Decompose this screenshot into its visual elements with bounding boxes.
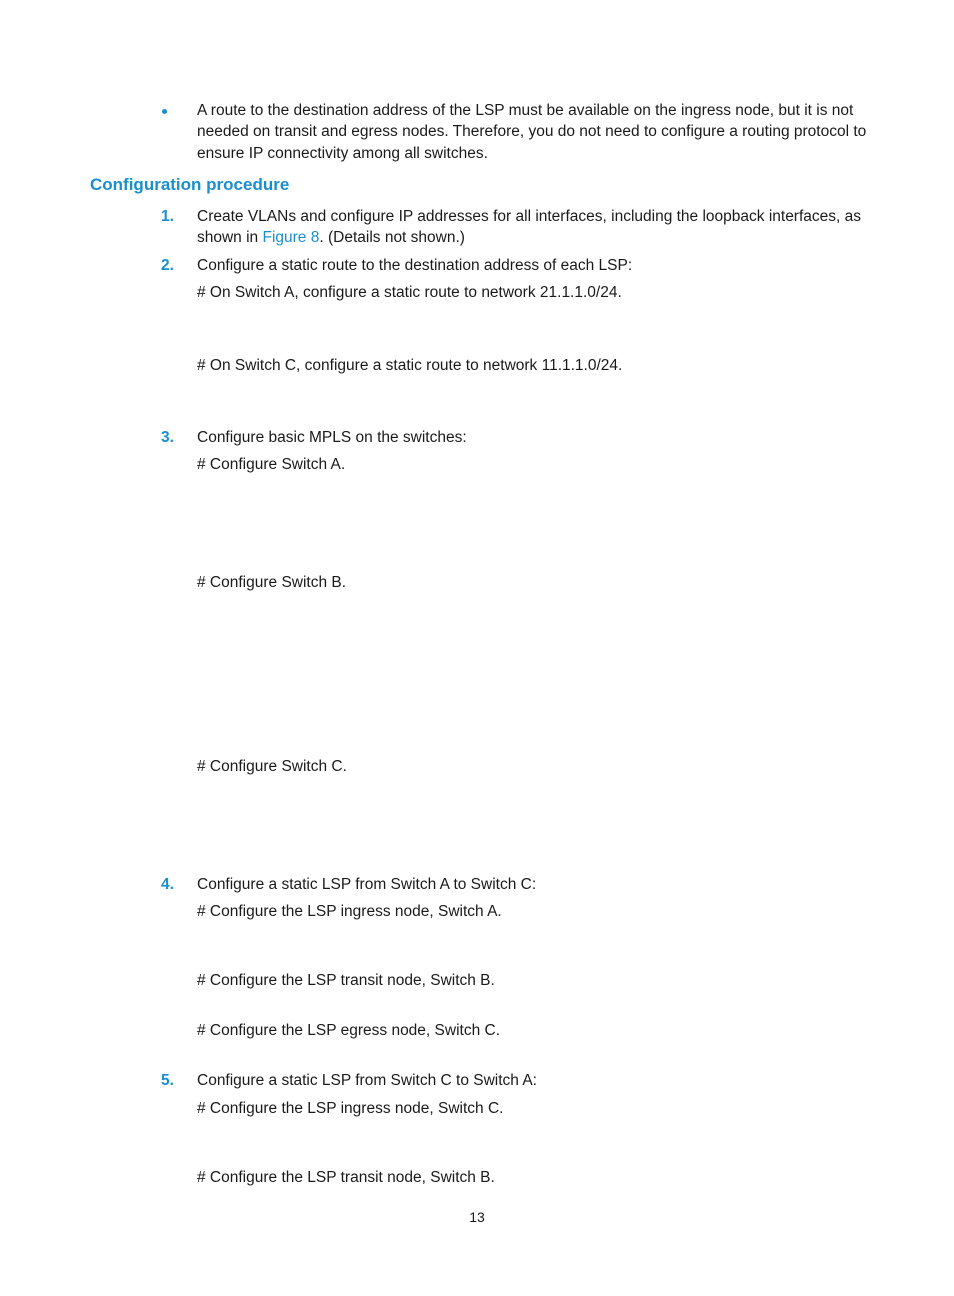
step-5-number: 5.	[161, 1072, 174, 1089]
step-1-line-2-pre: shown in	[197, 229, 263, 246]
step-2-text: Configure a static route to the destination address of each LSP:	[197, 257, 633, 274]
step-2-number: 2.	[161, 257, 174, 274]
bullet-line-3: ensure IP connectivity among all switches.	[197, 145, 488, 162]
bullet-line-2: needed on transit and egress nodes. Therefore, you do not need to configure a routing protocol to	[197, 123, 867, 140]
step-4-comment-ingress: # Configure the LSP ingress node, Switch A.	[197, 903, 502, 920]
step-1-line-1: Create VLANs and configure IP addresses for all interfaces, including the loopback interfaces, as	[197, 208, 862, 225]
step-3-comment-switch-b: # Configure Switch B.	[197, 574, 347, 591]
step-4-number: 4.	[161, 876, 174, 893]
step-5-comment-transit: # Configure the LSP transit node, Switch B.	[197, 1169, 495, 1186]
bullet-line-1: A route to the destination address of the LSP must be available on the ingress node, but it is not	[197, 102, 854, 119]
page-number: 13	[469, 1209, 485, 1225]
step-5-comment-ingress: # Configure the LSP ingress node, Switch C.	[197, 1100, 504, 1117]
step-3-comment-switch-a: # Configure Switch A.	[197, 456, 346, 473]
step-1-line-2-post: . (Details not shown.)	[319, 229, 465, 246]
bullet-icon	[162, 109, 167, 114]
step-1-number: 1.	[161, 208, 174, 225]
step-3-text: Configure basic MPLS on the switches:	[197, 429, 467, 446]
section-heading: Configuration procedure	[90, 175, 290, 194]
step-3-number: 3.	[161, 429, 174, 446]
figure-8-link[interactable]: Figure 8	[262, 229, 320, 246]
step-4-text: Configure a static LSP from Switch A to Switch C:	[197, 876, 537, 893]
step-2-comment-switch-a: # On Switch A, configure a static route to network 21.1.1.0/24.	[197, 284, 622, 301]
step-3-comment-switch-c: # Configure Switch C.	[197, 758, 347, 775]
step-4-comment-egress: # Configure the LSP egress node, Switch C.	[197, 1022, 500, 1039]
step-1-line-2	[197, 227, 465, 249]
step-4-comment-transit: # Configure the LSP transit node, Switch B.	[197, 972, 495, 989]
step-2-comment-switch-c: # On Switch C, configure a static route to network 11.1.1.0/24.	[197, 357, 623, 374]
step-5-text: Configure a static LSP from Switch C to Switch A:	[197, 1072, 537, 1089]
